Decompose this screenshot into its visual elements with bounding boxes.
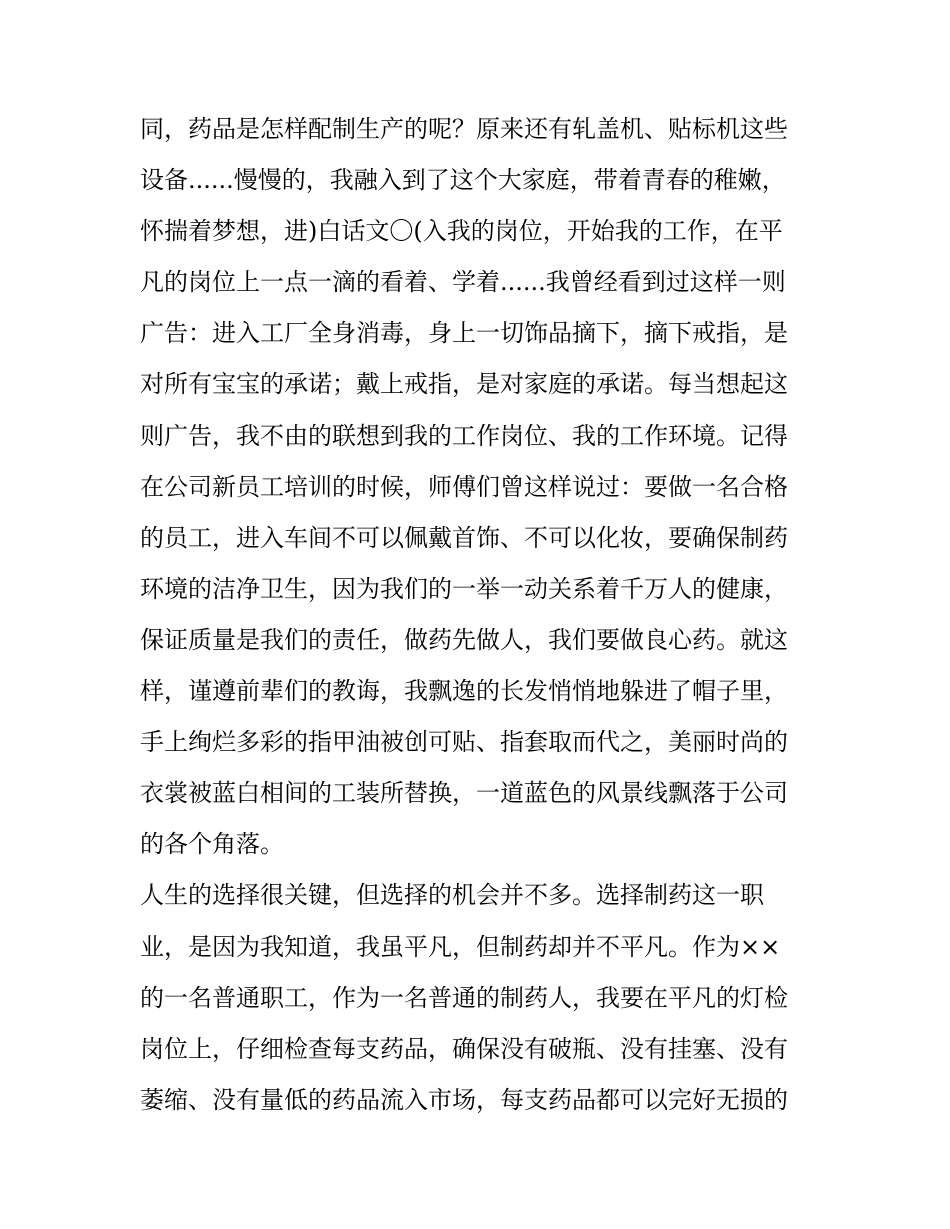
text-line: 的各个角落。 <box>140 830 284 859</box>
text-line: 在公司新员工培训的时候，师傅们曾这样说过：要做一名合格 <box>140 472 788 501</box>
text-line: 萎缩、没有量低的药品流入市场，每支药品都可以完好无损的 <box>140 1085 788 1114</box>
text-line: 设备......慢慢的，我融入到了这个大家庭，带着青春的稚嫩， <box>140 166 786 195</box>
text-line: 对所有宝宝的承诺；戴上戒指，是对家庭的承诺。每当想起这 <box>140 370 788 399</box>
text-line: 样，谨遵前辈们的教诲，我飘逸的长发悄悄地躲进了帽子里， <box>140 677 788 706</box>
text-line: 则广告，我不由的联想到我的工作岗位、我的工作环境。记得 <box>140 421 788 450</box>
text-line: 业，是因为我知道，我虽平凡，但制药却并不平凡。作为×× <box>140 932 781 961</box>
text-line: 保证质量是我们的责任，做药先做人，我们要做良心药。就这 <box>140 625 788 654</box>
text-line: 环境的洁净卫生，因为我们的一举一动关系着千万人的健康， <box>140 574 788 603</box>
text-line: 衣裳被蓝白相间的工装所替换，一道蓝色的风景线飘落于公司 <box>140 779 788 808</box>
text-line: 凡的岗位上一点一滴的看着、学着......我曾经看到过这样一则 <box>140 268 786 297</box>
text-line: 怀揣着梦想，进)白话文〇(入我的岗位，开始我的工作，在平 <box>140 217 783 246</box>
text-line: 的一名普通职工，作为一名普通的制药人，我要在平凡的灯检 <box>140 983 788 1012</box>
text-line: 广告：进入工厂全身消毒，身上一切饰品摘下，摘下戒指，是 <box>140 319 788 348</box>
text-line: 的员工，进入车间不可以佩戴首饰、不可以化妆，要确保制药 <box>140 523 788 552</box>
text-line: 岗位上，仔细检查每支药品，确保没有破瓶、没有挂塞、没有 <box>140 1034 788 1063</box>
body-text <box>140 104 815 1126</box>
text-line: 同，药品是怎样配制生产的呢？原来还有轧盖机、贴标机这些 <box>140 115 788 143</box>
text-line: 人生的选择很关键，但选择的机会并不多。选择制药这一职 <box>140 881 764 910</box>
text-line: 手上绚烂多彩的指甲油被创可贴、指套取而代之，美丽时尚的 <box>140 728 788 757</box>
